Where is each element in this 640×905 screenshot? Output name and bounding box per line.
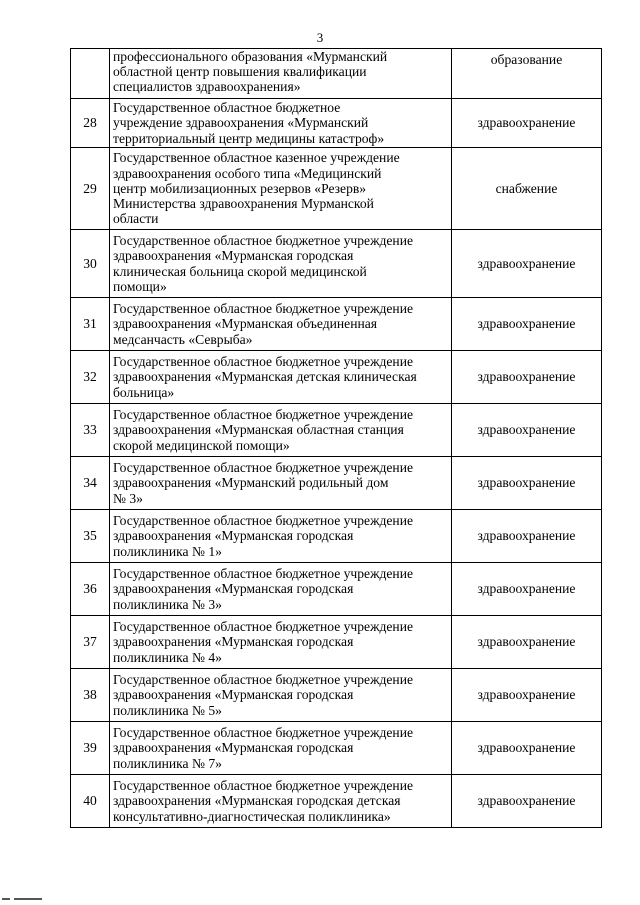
institution-name-line: Министерства здравоохранения Мурманской <box>113 196 374 212</box>
row-number: 35 <box>71 510 110 563</box>
table-row <box>71 775 602 828</box>
institution-name-line: здравоохранения «Мурманская областная станция <box>113 422 404 438</box>
sector: здравоохранение <box>452 616 602 669</box>
table-row <box>71 49 602 99</box>
table-row <box>71 351 602 404</box>
institution-name <box>110 563 452 616</box>
institution-name-line: здравоохранения «Мурманская городская <box>113 687 354 703</box>
institution-name-line: территориальный центр медицины катастроф» <box>113 130 385 146</box>
institution-name-line: учреждение здравоохранения «Мурманский <box>113 115 369 131</box>
institution-name-line: здравоохранения «Мурманская городская детская <box>113 793 401 809</box>
institution-name-line: Государственное областное бюджетное учреждение <box>113 301 414 317</box>
sector: здравоохранение <box>452 457 602 510</box>
institution-name-line: поликлиника № 7» <box>113 755 222 771</box>
institution-name <box>110 775 452 828</box>
table-row <box>71 722 602 775</box>
sector: здравоохранение <box>452 722 602 775</box>
sector: здравоохранение <box>452 298 602 351</box>
institution-name-line: здравоохранения «Мурманская городская <box>113 528 354 544</box>
institution-name-line: Государственное областное бюджетное учреждение <box>113 672 414 688</box>
institution-name-line: Государственное областное бюджетное учреждение <box>113 233 414 249</box>
institution-name-line: скорой медицинской помощи» <box>113 437 290 453</box>
institution-name <box>110 49 452 99</box>
table-row <box>71 404 602 457</box>
institution-name-line: здравоохранения «Мурманская детская клиническая <box>113 369 417 385</box>
institution-name-line: здравоохранения «Мурманская городская <box>113 581 354 597</box>
institution-name <box>110 457 452 510</box>
institution-name-line: Государственное областное бюджетное <box>113 100 341 116</box>
institution-name-line: Государственное областное бюджетное учреждение <box>113 513 414 529</box>
table-row <box>71 616 602 669</box>
row-number <box>71 49 110 99</box>
table-row <box>71 669 602 722</box>
institution-name-line: поликлиника № 1» <box>113 543 222 559</box>
institution-name <box>110 298 452 351</box>
institution-name <box>110 510 452 563</box>
row-number: 40 <box>71 775 110 828</box>
sector: здравоохранение <box>452 99 602 148</box>
institution-name-line: центр мобилизационных резервов «Резерв» <box>113 180 367 196</box>
institutions-table-body <box>71 49 602 828</box>
institution-name-line: Государственное областное бюджетное учреждение <box>113 725 414 741</box>
institution-name <box>110 230 452 298</box>
institution-name-line: клиническая больница скорой медицинской <box>113 263 367 279</box>
institution-name-line: Государственное областное бюджетное учреждение <box>113 460 414 476</box>
row-number: 29 <box>71 148 110 230</box>
institution-name-line: Государственное областное бюджетное учреждение <box>113 566 414 582</box>
institution-name-line: здравоохранения «Мурманская городская <box>113 634 354 650</box>
institution-name-line: здравоохранения особого типа «Медицинский <box>113 165 382 181</box>
page-number: 3 <box>316 30 324 45</box>
row-number: 30 <box>71 230 110 298</box>
sector: здравоохранение <box>452 404 602 457</box>
sector: снабжение <box>452 148 602 230</box>
table-row <box>71 298 602 351</box>
row-number: 32 <box>71 351 110 404</box>
sector: здравоохранение <box>452 351 602 404</box>
institution-name-line: Государственное областное бюджетное учреждение <box>113 778 414 794</box>
institution-name <box>110 404 452 457</box>
sector: здравоохранение <box>452 775 602 828</box>
sector: здравоохранение <box>452 669 602 722</box>
table-row <box>71 148 602 230</box>
institution-name-line: помощи» <box>113 278 167 294</box>
institution-name <box>110 722 452 775</box>
institution-name <box>110 99 452 148</box>
row-number: 36 <box>71 563 110 616</box>
institution-name <box>110 669 452 722</box>
row-number: 28 <box>71 99 110 148</box>
institution-name-line: Государственное областное бюджетное учреждение <box>113 354 414 370</box>
sector: здравоохранение <box>452 230 602 298</box>
institution-name-line: областной центр повышения квалификации <box>113 64 367 80</box>
institution-name-line: № 3» <box>113 490 143 506</box>
institution-name-line: медсанчасть «Севрыба» <box>113 331 253 347</box>
table-row <box>71 230 602 298</box>
institution-name <box>110 616 452 669</box>
institution-name-line: консультативно-диагностическая поликлиника» <box>113 808 391 824</box>
institutions-table <box>70 48 602 828</box>
institution-name-line: поликлиника № 5» <box>113 702 222 718</box>
institution-name-line: поликлиника № 4» <box>113 649 222 665</box>
institution-name-line: здравоохранения «Мурманский родильный дом <box>113 475 389 491</box>
institution-name-line: Государственное областное казенное учреждение <box>113 150 400 166</box>
institution-name-line: профессионального образования «Мурманский <box>113 49 388 64</box>
institution-name-line: Государственное областное бюджетное учреждение <box>113 407 414 423</box>
institution-name-line: поликлиника № 3» <box>113 596 222 612</box>
sector: здравоохранение <box>452 510 602 563</box>
row-number: 39 <box>71 722 110 775</box>
institution-name-line: здравоохранения «Мурманская городская <box>113 248 354 264</box>
row-number: 31 <box>71 298 110 351</box>
row-number: 38 <box>71 669 110 722</box>
institution-name-line: специалистов здравоохранения» <box>113 79 301 95</box>
table-row <box>71 99 602 148</box>
table-row <box>71 563 602 616</box>
row-number: 33 <box>71 404 110 457</box>
row-number: 34 <box>71 457 110 510</box>
table-row <box>71 510 602 563</box>
footer-mark <box>0 898 44 901</box>
institution-name <box>110 351 452 404</box>
sector: образование <box>452 49 602 99</box>
institution-name-line: области <box>113 211 159 227</box>
sector: здравоохранение <box>452 563 602 616</box>
institution-name-line: Государственное областное бюджетное учреждение <box>113 619 414 635</box>
institution-name-line: здравоохранения «Мурманская городская <box>113 740 354 756</box>
institution-name-line: больница» <box>113 384 175 400</box>
institution-name-line: здравоохранения «Мурманская объединенная <box>113 316 378 332</box>
institution-name <box>110 148 452 230</box>
table-row <box>71 457 602 510</box>
row-number: 37 <box>71 616 110 669</box>
